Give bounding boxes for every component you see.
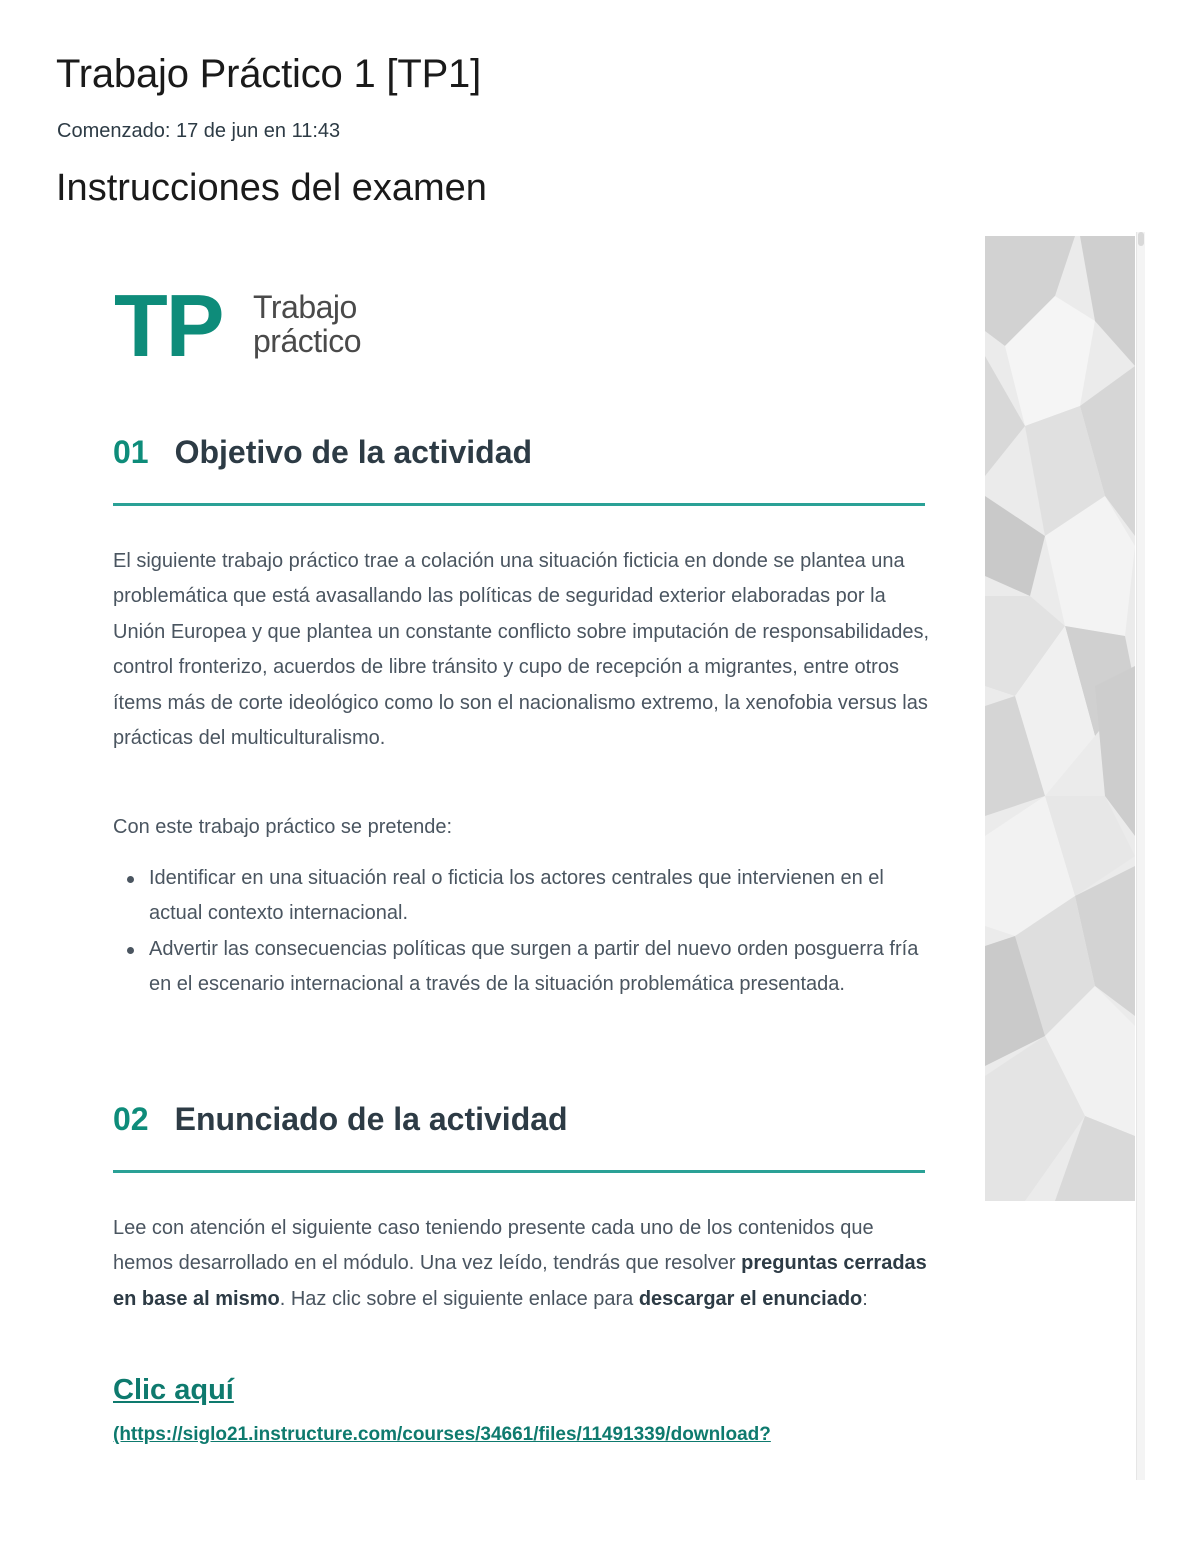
list-item: Identificar en una situación real o ficticia los actores centrales que intervienen en el actual contexto internacional. [113,861,933,932]
section-heading-enunciado [113,1101,568,1138]
section-heading-objetivo [113,434,532,471]
section-number: 02 [113,1101,149,1137]
instructions-title: Instrucciones del examen [56,167,487,209]
logo-mark: TP [114,276,223,375]
section-title: Objetivo de la actividad [174,434,533,470]
logo-line2: práctico [253,323,362,359]
paragraph-bold: preguntas cerradas en base al mismo [113,1252,927,1310]
decorative-banner-image [985,236,1135,1201]
objective-paragraph: El siguiente trabajo práctico trae a colación una situación ficticia en donde se plantea una problemática que está avasallando las políticas de seguridad exterior elaboradas por la Unión Europea y que plantea un constante conflicto sobre imputación de responsabilidades, control fronterizo, acuerdos de libre tránsito y cupo de recepción a migrantes, entre otros ítems más de corte ideológico como lo son el nacionalismo extremo, la xenofobia versus las prácticas del multiculturalismo. [113,550,930,750]
paragraph-text: : [862,1287,868,1310]
section-divider [113,503,925,506]
section-divider [113,1170,925,1173]
section-title: Enunciado de la actividad [174,1101,568,1137]
enunciado-paragraph [113,1211,933,1317]
logo-line1: Trabajo [253,289,357,325]
section-number: 01 [113,434,149,470]
objective-intro: Con este trabajo práctico se pretende: [113,816,453,838]
scrollbar[interactable] [1136,232,1145,1480]
paragraph-text: Lee con atención el siguiente caso teniendo presente cada uno de los contenidos que hemos desarrollado en el módulo. Una vez leído, tendrás que resolver [113,1217,874,1275]
list-item: Advertir las consecuencias políticas que surgen a partir del nuevo orden posguerra fría en el escenario internacional a través de la situación problemática presentada. [113,932,933,1003]
scrollbar-thumb[interactable] [1138,232,1144,246]
page-title: Trabajo Práctico 1 [TP1] [56,52,482,96]
download-url-link[interactable]: (https://siglo21.instructure.com/courses/34661/files/11491339/download? [113,1424,771,1445]
download-link[interactable]: Clic aquí [113,1374,234,1406]
objectives-list [113,861,933,1003]
logo-text [253,290,361,358]
paragraph-bold: descargar el enunciado [638,1287,863,1310]
started-timestamp: Comenzado: 17 de jun en 11:43 [57,120,341,142]
paragraph-text: . Haz clic sobre el siguiente enlace para [279,1287,639,1310]
